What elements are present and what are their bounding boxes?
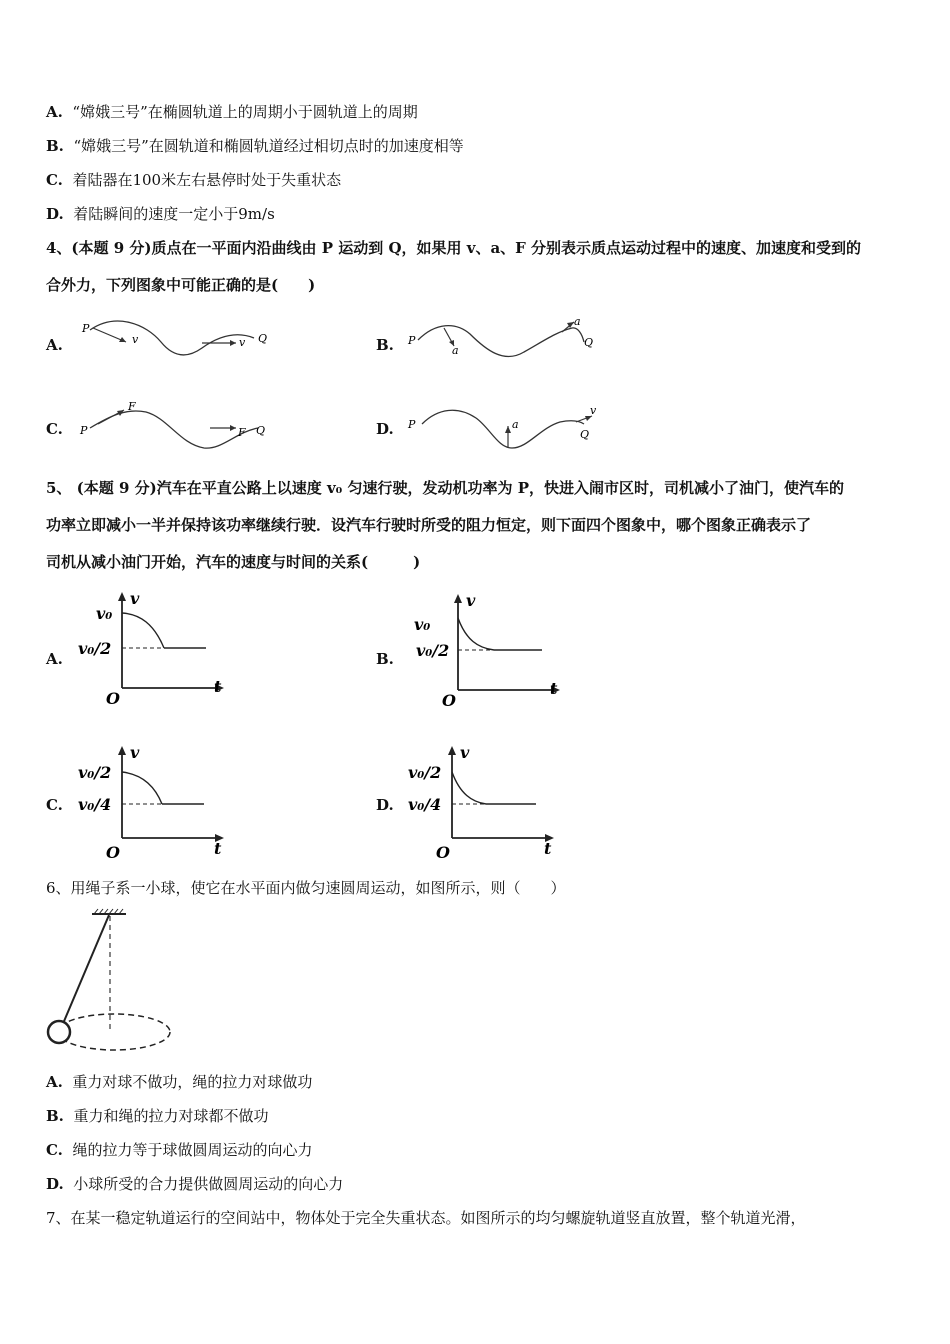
curve: [422, 410, 584, 448]
q5-option-a-label: A.: [46, 650, 63, 668]
label-lower: v₀/2: [416, 641, 450, 660]
q5-option-c-label: C.: [46, 796, 63, 814]
q6-option-c: C. 绳的拉力等于球做圆周运动的向心力: [46, 1141, 313, 1159]
q5-stem-line3: 司机从减小油门开始，汽车的速度与时间的关系( ): [46, 553, 421, 571]
label-lower: v₀/2: [78, 639, 112, 658]
label-t-axis: t: [214, 839, 222, 858]
curve: [418, 326, 584, 357]
string: [62, 915, 109, 1026]
label-p: P: [408, 418, 416, 431]
q3-option-d: D. 着陆瞬间的速度一定小于9m/s: [46, 205, 275, 223]
label-q: Q: [584, 336, 594, 349]
ball: [48, 1021, 70, 1043]
velocity-curve: [458, 618, 494, 650]
label-q: Q: [258, 332, 268, 345]
label-lower: v₀/4: [408, 795, 442, 814]
q6-figure-conical-pendulum: [44, 906, 184, 1058]
label-p: P: [408, 334, 416, 347]
q5-graph-b: [412, 590, 572, 712]
curve: [90, 321, 254, 355]
y-axis-arrow: [454, 594, 462, 603]
velocity-curve: [122, 772, 162, 804]
q4-option-d-label: D.: [376, 420, 394, 438]
q5-stem-line2: 功率立即减小一半并保持该功率继续行驶．设汽车行驶时所受的阻力恒定，则下面四个图象中，哪个图象正确表示了: [46, 516, 812, 534]
label-f2: F: [238, 426, 246, 439]
label-v1: v: [132, 333, 139, 346]
label-q: Q: [580, 428, 590, 441]
label-upper: v₀: [414, 615, 431, 634]
label-v2: v: [239, 336, 246, 349]
circular-path: [58, 1014, 170, 1050]
y-axis-arrow: [118, 746, 126, 755]
q4-option-c-label: C.: [46, 420, 63, 438]
q4-option-a-label: A.: [46, 336, 63, 354]
q4-option-b-label: B.: [376, 336, 394, 354]
label-p: P: [82, 322, 90, 335]
velocity-curve: [122, 613, 164, 648]
q5-graph-d: [406, 742, 566, 864]
q3-option-b: B. “嫦娥三号”在圆轨道和椭圆轨道经过相切点时的加速度相等: [46, 137, 464, 155]
q6-stem: 6、用绳子系一小球，使它在水平面内做匀速圆周运动，如图所示，则（ ）: [46, 879, 566, 897]
label-upper: v₀/2: [78, 763, 112, 782]
q3-option-a: A. “嫦娥三号”在椭圆轨道上的周期小于圆轨道上的周期: [46, 103, 418, 121]
arrow-head: [505, 426, 511, 433]
label-v-axis: v: [130, 589, 140, 608]
q4-figure-a: [76, 316, 276, 366]
label-v: v: [590, 404, 597, 417]
q4-figure-d: [404, 398, 604, 456]
q4-figure-c: [76, 398, 276, 456]
label-a1: a: [452, 344, 459, 357]
label-upper: v₀: [96, 604, 113, 623]
label-a2: a: [574, 315, 581, 328]
label-origin: O: [442, 691, 456, 710]
label-t-axis: t: [544, 839, 552, 858]
label-lower: v₀/4: [78, 795, 112, 814]
q4-figure-b: [404, 312, 604, 367]
q5-graph-a: [76, 588, 236, 710]
label-v-axis: v: [130, 743, 140, 762]
label-origin: O: [106, 689, 120, 708]
velocity-curve: [452, 772, 486, 804]
label-upper: v₀/2: [408, 763, 442, 782]
q6-option-b: B. 重力和绳的拉力对球都不做功: [46, 1107, 269, 1125]
arrow-head: [230, 340, 236, 346]
q5-stem-line1: 5、 (本题 9 分)汽车在平直公路上以速度 v₀ 匀速行驶，发动机功率为 P，快进入闹市区时，司机减小了油门，使汽车的: [46, 479, 844, 497]
q6-option-d: D. 小球所受的合力提供做圆周运动的向心力: [46, 1175, 344, 1193]
arrow-head: [230, 425, 236, 431]
label-v-axis: v: [460, 743, 470, 762]
q5-graph-c: [76, 742, 236, 864]
y-axis-arrow: [118, 592, 126, 601]
label-origin: O: [106, 843, 120, 862]
q4-stem-line1: 4、(本题 9 分)质点在一平面内沿曲线由 P 运动到 Q，如果用 v、a、F 分别表示质点运动过程中的速度、加速度和受到的: [46, 239, 862, 257]
label-f1: F: [128, 400, 136, 413]
label-t-axis: t: [550, 679, 558, 698]
label-q: Q: [256, 424, 266, 437]
q7-stem-line1: 7、在某一稳定轨道运行的空间站中，物体处于完全失重状态。如图所示的均匀螺旋轨道竖直放置，整个轨道光滑，: [46, 1209, 806, 1227]
label-t-axis: t: [214, 677, 222, 696]
label-p: P: [80, 424, 88, 437]
q4-stem-line2: 合外力，下列图象中可能正确的是( ): [46, 276, 316, 294]
q5-option-b-label: B.: [376, 650, 394, 668]
q3-option-c: C. 着陆器在100米左右悬停时处于失重状态: [46, 171, 342, 189]
q6-option-a: A. 重力对球不做功，绳的拉力对球做功: [46, 1073, 313, 1091]
label-v-axis: v: [466, 591, 476, 610]
q5-option-d-label: D.: [376, 796, 394, 814]
label-a: a: [512, 418, 519, 431]
label-origin: O: [436, 843, 450, 862]
y-axis-arrow: [448, 746, 456, 755]
